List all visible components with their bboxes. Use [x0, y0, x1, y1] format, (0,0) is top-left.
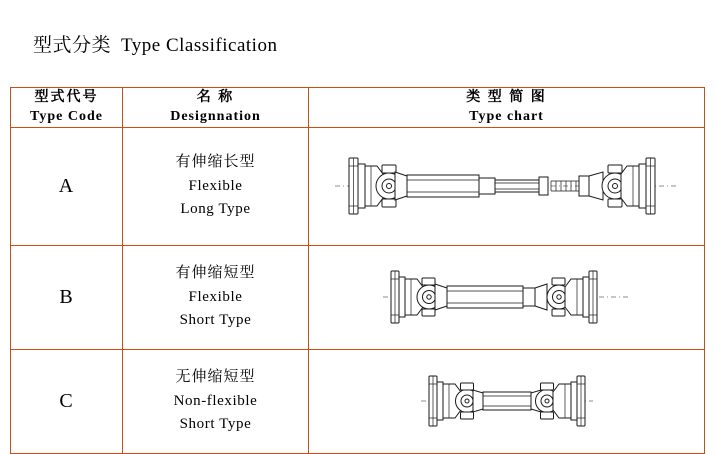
designation-b [123, 245, 309, 349]
designation-b-en-1: Flexible [188, 288, 243, 305]
header-type-code-en: Type Code [30, 109, 103, 125]
designation-c-zh: 无伸缩短型 [175, 369, 256, 386]
header-type-code-zh: 型式代号 [34, 90, 99, 105]
designation-b-zh: 有伸缩短型 [175, 265, 256, 282]
header-type-chart-en: Type chart [469, 109, 544, 125]
table-row [11, 245, 705, 349]
header-designation-zh: 名 称 [196, 90, 235, 105]
designation-c [123, 349, 309, 453]
type-code-b: B [11, 245, 123, 349]
page-title-en: Type Classification [121, 35, 278, 56]
designation-c-en-1: Non-flexible [173, 392, 258, 409]
header-designation [123, 88, 309, 128]
non-flexible-short-type-shaft-diagram [417, 356, 597, 446]
page-title-zh: 型式分类 [33, 35, 112, 56]
designation-a-zh: 有伸缩长型 [175, 154, 256, 171]
type-chart-c [309, 349, 705, 453]
header-type-code [11, 88, 123, 128]
flexible-long-type-shaft-diagram [327, 134, 687, 238]
designation-a [123, 127, 309, 245]
designation-b-en-2: Short Type [179, 311, 252, 328]
type-classification-table [10, 87, 705, 454]
header-designation-en: Designnation [170, 109, 261, 125]
type-code-a: A [11, 127, 123, 245]
table-header-row [11, 88, 705, 128]
type-chart-b [309, 245, 705, 349]
type-chart-a [309, 127, 705, 245]
table-row [11, 127, 705, 245]
header-type-chart-zh: 类 型 简 图 [466, 90, 547, 105]
designation-c-en-2: Short Type [179, 415, 252, 432]
flexible-short-type-shaft-diagram [377, 251, 637, 343]
designation-a-en-1: Flexible [188, 177, 243, 194]
header-type-chart [309, 88, 705, 128]
table-row [11, 349, 705, 453]
page-title [12, 8, 706, 79]
designation-a-en-2: Long Type [180, 200, 251, 217]
type-code-c: C [11, 349, 123, 453]
